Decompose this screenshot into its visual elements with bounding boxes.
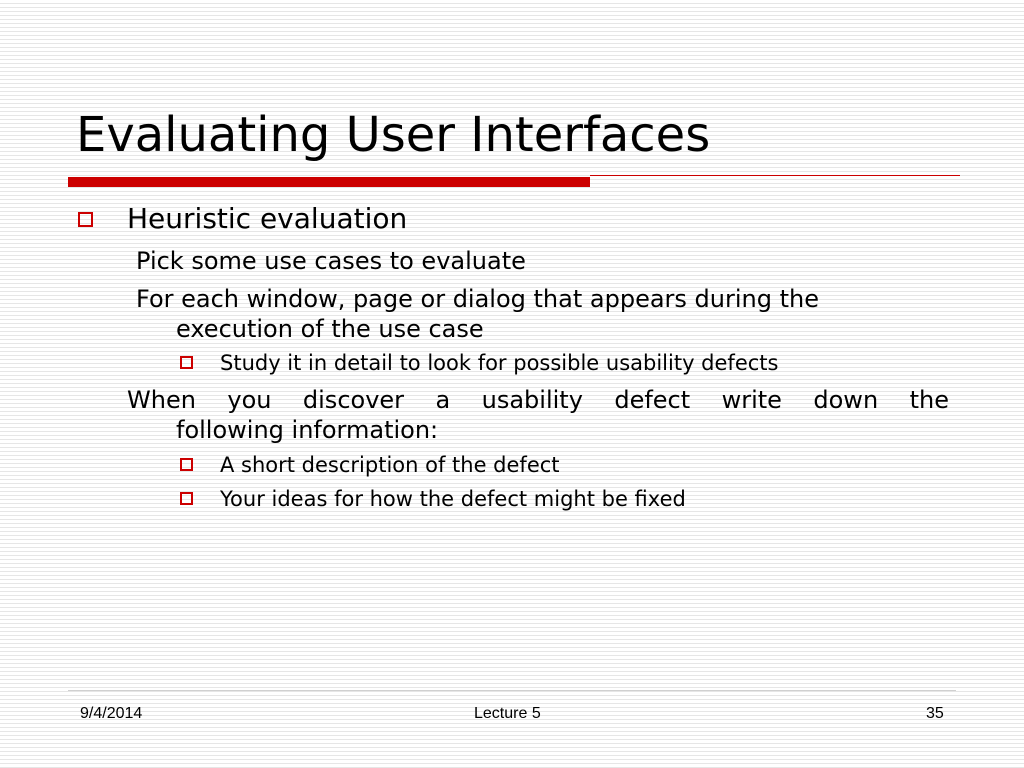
detail-short-description: A short description of the defect [220,453,560,477]
word: usability [481,386,583,414]
sub-bullet-when-you-discover-line-2: following information: [176,416,439,444]
word: a [435,386,451,414]
word: down [813,386,879,414]
detail-your-ideas: Your ideas for how the defect might be fixed [220,487,686,511]
sub-bullet-for-each-window-line-1: For each window, page or dialog that appears during the [136,285,819,313]
sub-bullet-pick-use-cases: Pick some use cases to evaluate [136,247,526,275]
footer-divider [68,690,956,691]
word: write [721,386,782,414]
sub-bullet-when-you-discover-line-1 [127,385,949,415]
detail-study-it: Study it in detail to look for possible usability defects [220,351,779,375]
word: the [909,386,949,414]
footer-date: 9/4/2014 [80,705,143,722]
sub-bullet-for-each-window-line-2: execution of the use case [176,315,484,343]
bullet-heuristic-evaluation: Heuristic evaluation [127,202,408,235]
footer-page-number: 35 [926,705,944,722]
footer-lecture-label: Lecture 5 [474,705,541,722]
title-underline-bar [68,177,590,187]
word: When [127,386,196,414]
word: you [227,386,272,414]
sub-bullet-when-you-discover [127,385,949,445]
slide-title: Evaluating User Interfaces [76,107,711,163]
hollow-square-bullet-icon [180,458,193,471]
title-underline-rule [590,175,960,176]
hollow-square-bullet-icon [180,356,193,369]
hollow-square-bullet-icon [78,212,93,227]
hollow-square-bullet-icon [180,492,193,505]
word: defect [614,386,691,414]
word: discover [302,386,405,414]
